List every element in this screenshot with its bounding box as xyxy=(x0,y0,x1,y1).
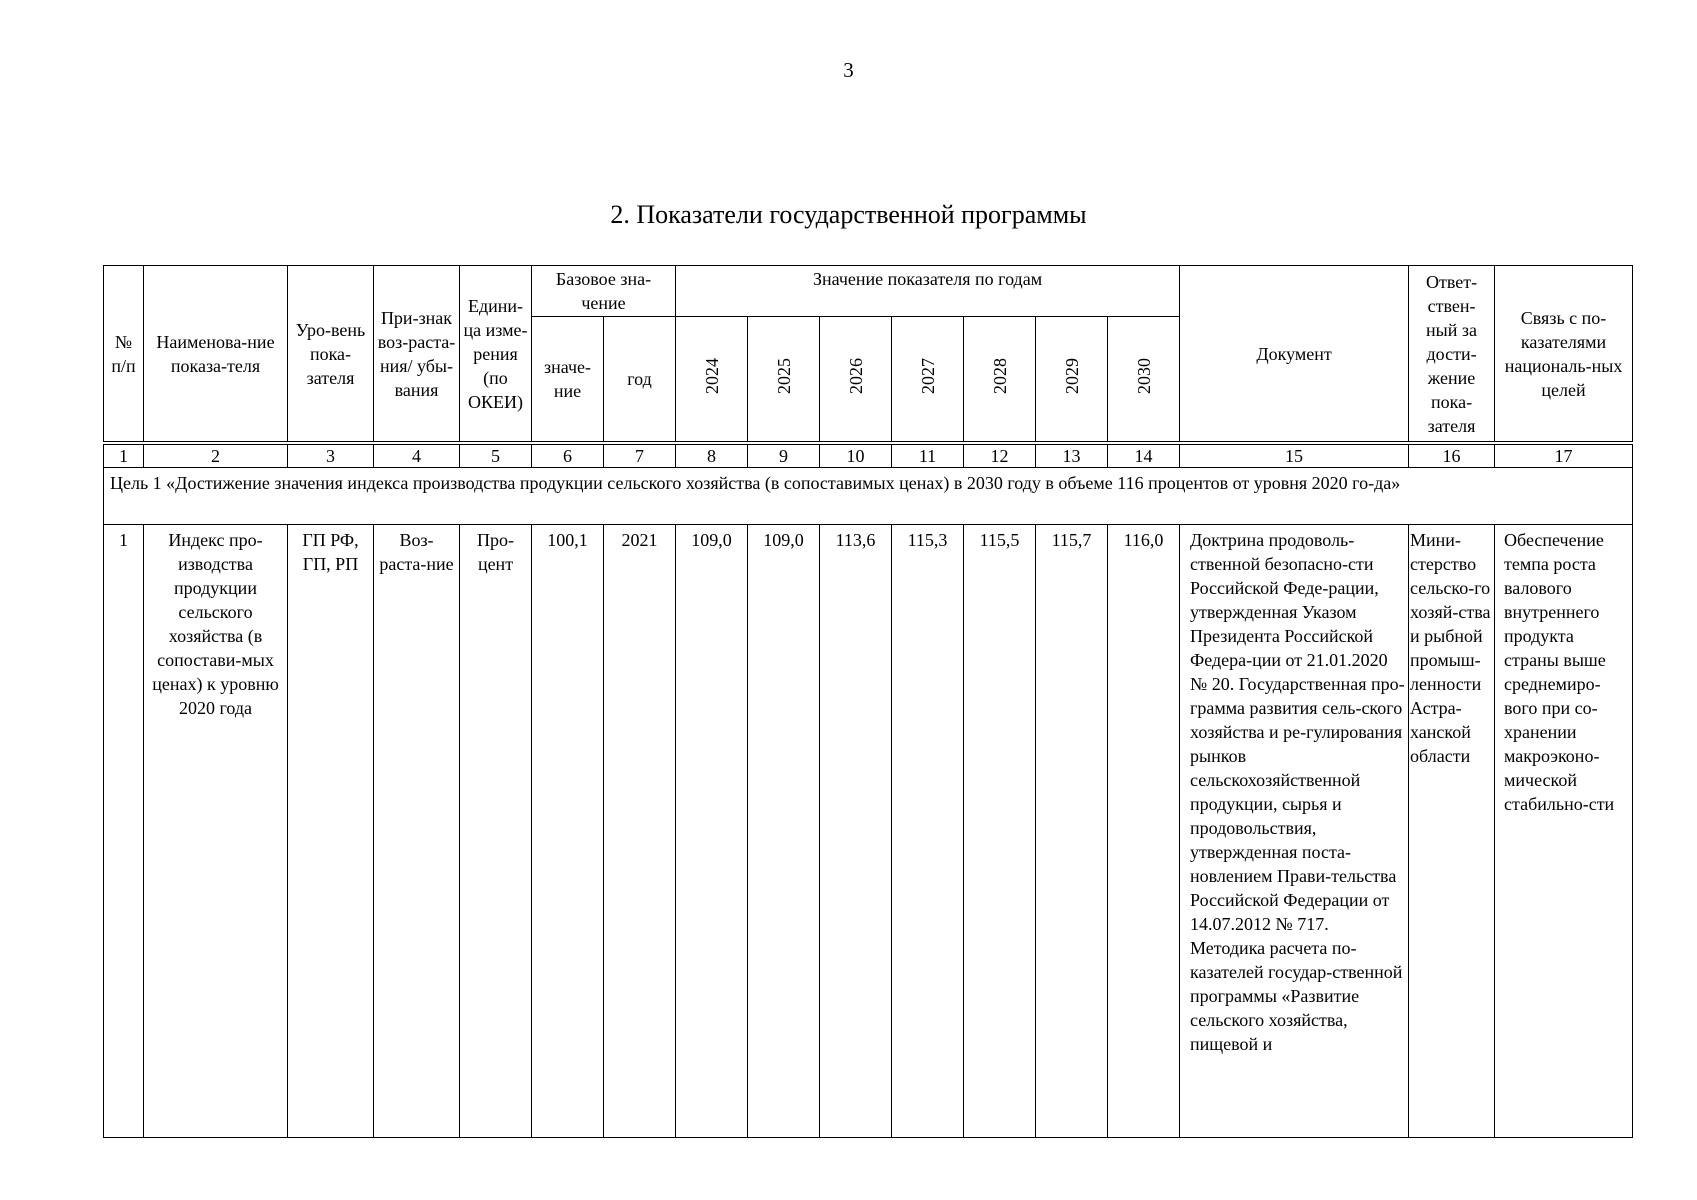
column-number: 9 xyxy=(748,443,820,468)
header-years-group: Значение показателя по годам xyxy=(676,266,1180,317)
header-base-year: год xyxy=(604,317,676,444)
header-trend: При-знак воз-раста-ния/ убы-вания xyxy=(374,266,460,444)
header-year-2028 xyxy=(964,317,1036,444)
header-year-2029 xyxy=(1036,317,1108,444)
column-number-row xyxy=(104,443,1633,468)
header-year-label: 2026 xyxy=(845,358,866,394)
header-name: Наименова-ние показа-теля xyxy=(144,266,288,444)
page-number: 3 xyxy=(843,58,854,82)
header-year-label: 2024 xyxy=(701,358,722,394)
header-row-1 xyxy=(104,266,1633,317)
row-value-2030: 116,0 xyxy=(1108,525,1180,1138)
row-name: Индекс про-изводства продукции сельского хозяйства (в сопостави-мых ценах) к уровню 2020 года xyxy=(144,525,288,1138)
goal-row xyxy=(104,468,1633,525)
row-value-2024: 109,0 xyxy=(676,525,748,1138)
table-row xyxy=(104,525,1633,1138)
column-number: 10 xyxy=(820,443,892,468)
column-number: 3 xyxy=(288,443,374,468)
goal-text: Цель 1 «Достижение значения индекса производства продукции сельского хозяйства (в сопоставимых ценах) в 2030 году в объеме 116 процентов от уровня 2020 го-да» xyxy=(104,468,1633,525)
header-base-value: значе-ние xyxy=(532,317,604,444)
column-number: 12 xyxy=(964,443,1036,468)
header-year-2026 xyxy=(820,317,892,444)
row-document: Доктрина продоволь-ственной безопасно-сти Российской Феде-рации, утвержденная Указом Президента Российской Федера-ции от 21.01.2020 № 20. Государственная про-грамма развития сель-ского хозяйства и ре-гулирования рынков сельскохозяйственной продукции, сырья и продовольствия, утвержденная поста-новлением Прави-тельства Российской Федерации от 14.07.2012 № 717. Методика расчета по-казателей государ-ственной программы «Развитие сельского хозяйства, пищевой и xyxy=(1180,525,1409,1138)
section-title: 2. Показатели государственной программы xyxy=(610,200,1087,229)
header-responsible: Ответ-ствен-ный за дости-жение пока-зателя xyxy=(1409,266,1495,444)
column-number: 4 xyxy=(374,443,460,468)
row-unit: Про-цент xyxy=(460,525,532,1138)
header-document: Документ xyxy=(1180,266,1409,444)
row-link: Обеспечение темпа роста валового внутреннего продукта страны выше среднемиро-вого при со-хранении макроэконо-мической стабильно-сти xyxy=(1495,525,1633,1138)
column-number: 7 xyxy=(604,443,676,468)
row-base-year: 2021 xyxy=(604,525,676,1138)
row-value-2025: 109,0 xyxy=(748,525,820,1138)
row-value-2027: 115,3 xyxy=(892,525,964,1138)
column-number: 11 xyxy=(892,443,964,468)
header-num: № п/п xyxy=(104,266,144,444)
header-year-label: 2025 xyxy=(773,358,794,394)
header-year-label: 2030 xyxy=(1133,358,1154,394)
row-level: ГП РФ, ГП, РП xyxy=(288,525,374,1138)
header-year-label: 2029 xyxy=(1061,358,1082,394)
column-number: 15 xyxy=(1180,443,1409,468)
column-number: 5 xyxy=(460,443,532,468)
column-number: 8 xyxy=(676,443,748,468)
column-number: 16 xyxy=(1409,443,1495,468)
column-number: 1 xyxy=(104,443,144,468)
column-number: 14 xyxy=(1108,443,1180,468)
row-value-2026: 113,6 xyxy=(820,525,892,1138)
row-value-2028: 115,5 xyxy=(964,525,1036,1138)
header-year-label: 2028 xyxy=(989,358,1010,394)
indicators-table xyxy=(103,265,1633,1138)
header-year-2025 xyxy=(748,317,820,444)
header-link: Связь с по-казателями националь-ных целей xyxy=(1495,266,1633,444)
header-year-2024 xyxy=(676,317,748,444)
header-base-group: Базовое зна-чение xyxy=(532,266,676,317)
header-year-2027 xyxy=(892,317,964,444)
header-year-label: 2027 xyxy=(917,358,938,394)
row-responsible: Мини-стерство сельско-го хозяй-ства и рыбной промыш-ленности Астра-ханской области xyxy=(1409,525,1495,1138)
header-year-2030 xyxy=(1108,317,1180,444)
column-number: 2 xyxy=(144,443,288,468)
row-num: 1 xyxy=(104,525,144,1138)
header-level: Уро-вень пока-зателя xyxy=(288,266,374,444)
column-number: 6 xyxy=(532,443,604,468)
column-number: 17 xyxy=(1495,443,1633,468)
row-base-value: 100,1 xyxy=(532,525,604,1138)
row-value-2029: 115,7 xyxy=(1036,525,1108,1138)
column-number: 13 xyxy=(1036,443,1108,468)
row-trend: Воз-раста-ние xyxy=(374,525,460,1138)
header-unit: Едини-ца изме-рения (по ОКЕИ) xyxy=(460,266,532,444)
